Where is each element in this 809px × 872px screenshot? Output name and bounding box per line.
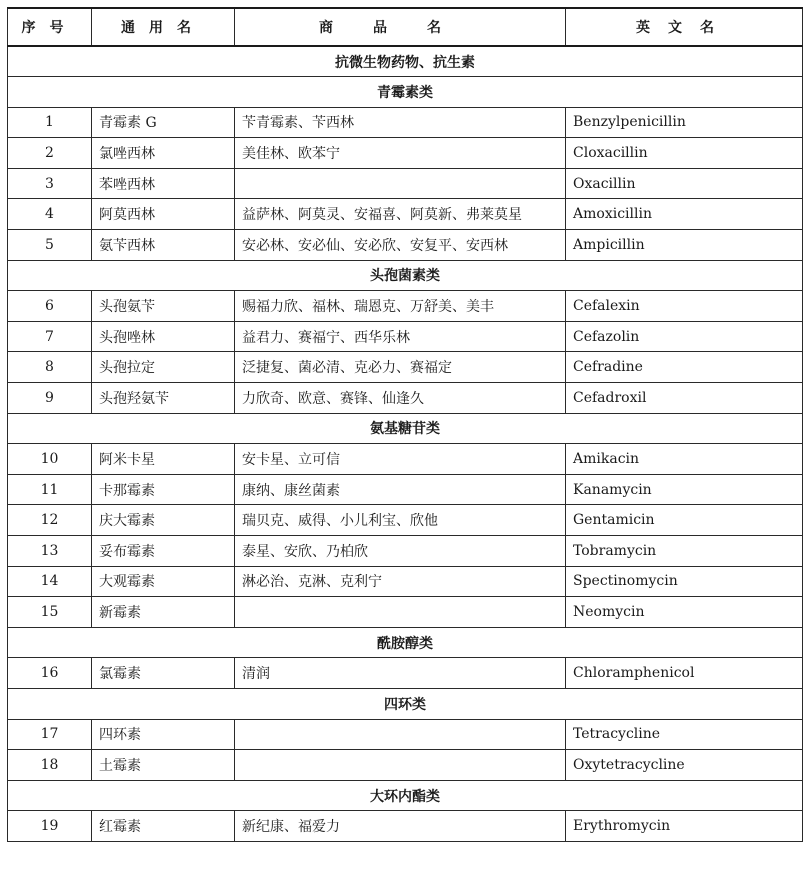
generic-name: 氯唑西林 [92,138,235,169]
row-number: 13 [8,536,92,567]
table-row [8,138,803,169]
table-header [8,8,803,46]
trade-names: 安必林、安必仙、安必欣、安复平、安西林 [235,230,566,261]
table-row [8,321,803,352]
header-trade-name: 商品名 [235,8,566,46]
trade-names: 淋必治、克淋、克利宁 [235,566,566,597]
english-name: Spectinomycin [566,566,803,597]
trade-names: 力欣奇、欧意、赛锋、仙逢久 [235,383,566,414]
generic-name: 土霉素 [92,750,235,781]
table-row [8,291,803,322]
header-no: 序号 [8,8,92,46]
english-name: Kanamycin [566,474,803,505]
generic-name: 庆大霉素 [92,505,235,536]
trade-names: 安卡星、立可信 [235,444,566,475]
english-name: Gentamicin [566,505,803,536]
english-name: Cefradine [566,352,803,383]
row-number: 6 [8,291,92,322]
row-number: 3 [8,168,92,199]
header-row [8,8,803,46]
row-number: 19 [8,811,92,842]
table-row [8,719,803,750]
row-number: 2 [8,138,92,169]
section-title: 青霉素类 [8,77,803,108]
trade-names: 清润 [235,658,566,689]
header-generic-name: 通用名 [92,8,235,46]
table-row [8,597,803,628]
generic-name: 氯霉素 [92,658,235,689]
trade-names: 苄青霉素、苄西林 [235,107,566,138]
table-row [8,566,803,597]
english-name: Ampicillin [566,230,803,261]
row-number: 9 [8,383,92,414]
section-title: 头孢菌素类 [8,260,803,291]
english-name: Cefadroxil [566,383,803,414]
header-english-name: 英文名 [566,8,803,46]
english-name: Benzylpenicillin [566,107,803,138]
table-row [8,750,803,781]
table-row [8,811,803,842]
english-name: Cloxacillin [566,138,803,169]
generic-name: 大观霉素 [92,566,235,597]
section-row [8,780,803,811]
table-row [8,474,803,505]
table-row [8,199,803,230]
row-number: 16 [8,658,92,689]
table-row [8,383,803,414]
english-name: Oxacillin [566,168,803,199]
row-number: 10 [8,444,92,475]
trade-names: 瑞贝克、威得、小儿利宝、欣他 [235,505,566,536]
trade-names [235,168,566,199]
trade-names: 赐福力欣、福林、瑞恩克、万舒美、美丰 [235,291,566,322]
trade-names: 新纪康、福爱力 [235,811,566,842]
table-row [8,352,803,383]
antibiotic-name-table [7,7,803,842]
generic-name: 头孢氨苄 [92,291,235,322]
row-number: 14 [8,566,92,597]
english-name: Oxytetracycline [566,750,803,781]
section-title: 大环内酯类 [8,780,803,811]
generic-name: 头孢拉定 [92,352,235,383]
trade-names [235,719,566,750]
super-title-row [8,46,803,77]
row-number: 11 [8,474,92,505]
english-name: Tetracycline [566,719,803,750]
table-row [8,658,803,689]
super-title: 抗微生物药物、抗生素 [8,46,803,77]
row-number: 7 [8,321,92,352]
table-row [8,107,803,138]
english-name: Tobramycin [566,536,803,567]
trade-names: 康纳、康丝菌素 [235,474,566,505]
english-name: Cefazolin [566,321,803,352]
generic-name: 氨苄西林 [92,230,235,261]
trade-names [235,597,566,628]
english-name: Neomycin [566,597,803,628]
table-row [8,536,803,567]
generic-name: 头孢羟氨苄 [92,383,235,414]
generic-name: 卡那霉素 [92,474,235,505]
table-row [8,505,803,536]
section-row [8,77,803,108]
generic-name: 妥布霉素 [92,536,235,567]
generic-name: 新霉素 [92,597,235,628]
generic-name: 阿米卡星 [92,444,235,475]
section-title: 氨基糖苷类 [8,413,803,444]
trade-names: 泰星、安欣、乃柏欣 [235,536,566,567]
row-number: 8 [8,352,92,383]
row-number: 15 [8,597,92,628]
row-number: 17 [8,719,92,750]
section-title: 酰胺醇类 [8,627,803,658]
trade-names: 泛捷复、菌必清、克必力、赛福定 [235,352,566,383]
english-name: Cefalexin [566,291,803,322]
row-number: 1 [8,107,92,138]
trade-names: 美佳林、欧苯宁 [235,138,566,169]
english-name: Amikacin [566,444,803,475]
english-name: Erythromycin [566,811,803,842]
section-row [8,627,803,658]
generic-name: 青霉素 G [92,107,235,138]
generic-name: 头孢唑林 [92,321,235,352]
table-body [8,46,803,841]
row-number: 4 [8,199,92,230]
english-name: Chloramphenicol [566,658,803,689]
section-row [8,688,803,719]
section-title: 四环类 [8,688,803,719]
row-number: 12 [8,505,92,536]
table-row [8,168,803,199]
trade-names: 益萨林、阿莫灵、安福喜、阿莫新、弗莱莫星 [235,199,566,230]
section-row [8,413,803,444]
row-number: 18 [8,750,92,781]
generic-name: 苯唑西林 [92,168,235,199]
english-name: Amoxicillin [566,199,803,230]
generic-name: 阿莫西林 [92,199,235,230]
table-row [8,230,803,261]
generic-name: 四环素 [92,719,235,750]
trade-names: 益君力、赛福宁、西华乐林 [235,321,566,352]
generic-name: 红霉素 [92,811,235,842]
trade-names [235,750,566,781]
section-row [8,260,803,291]
table-row [8,444,803,475]
row-number: 5 [8,230,92,261]
